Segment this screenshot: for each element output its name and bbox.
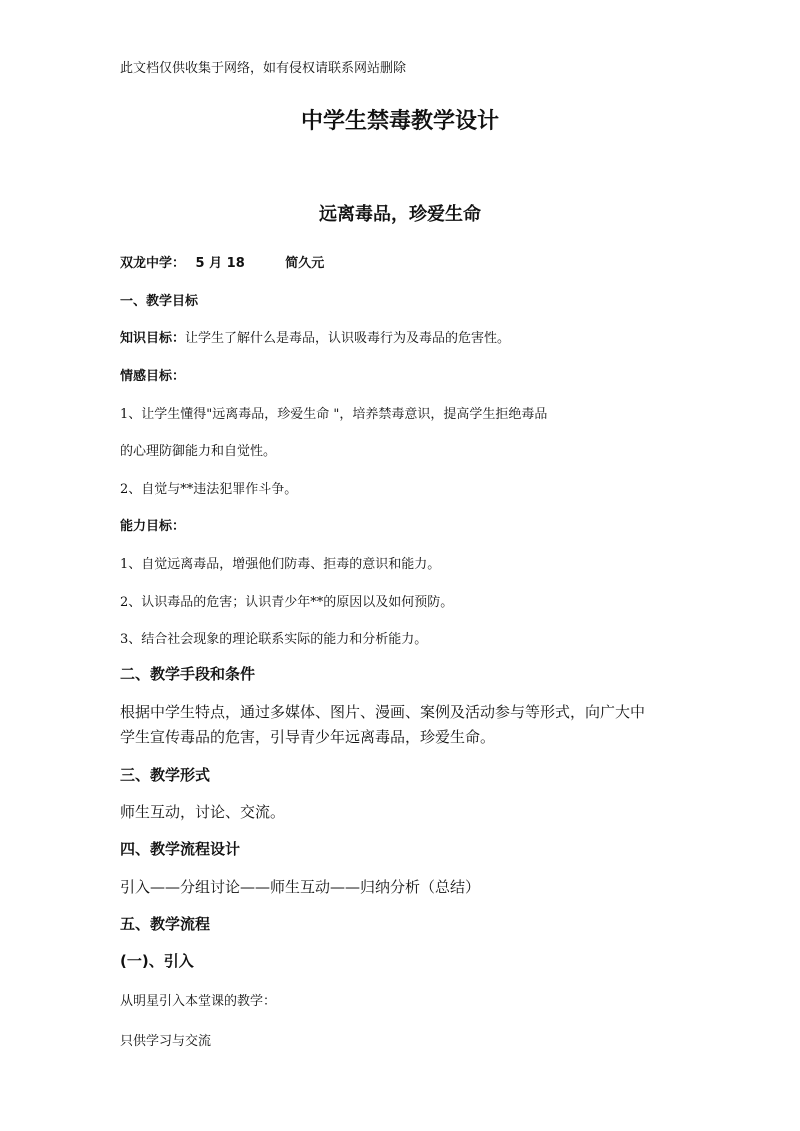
ability-goal-3: 3、结合社会现象的理论联系实际的能力和分析能力。: [120, 632, 428, 647]
section-5-heading: 五、教学流程: [120, 915, 211, 933]
section-2-text-1: 根据中学生特点，通过多媒体、图片、漫画、案例及活动参与等形式，向广大中: [120, 703, 646, 721]
section-2-heading: 二、教学手段和条件: [120, 665, 256, 683]
section-5-text: 从明星引入本堂课的教学：: [120, 994, 277, 1009]
ability-goal-1: 1、自觉远离毒品，增强他们防毒、拒毒的意识和能力。: [120, 557, 441, 572]
document-subtitle: 远离毒品，珍爱生命: [319, 204, 481, 225]
emotion-goal-1a: 1、让学生懂得"远离毒品，珍爱生命 "，培养禁毒意识，提高学生拒绝毒品: [120, 407, 548, 422]
byline: [120, 252, 324, 271]
knowledge-goal: [120, 327, 510, 346]
section-4-heading: 四、教学流程设计: [120, 840, 241, 858]
header-note: 此文档仅供收集于网络，如有侵权请联系网站删除: [120, 61, 407, 76]
emotion-goal-2: 2、自觉与**违法犯罪作斗争。: [120, 482, 298, 497]
section-3-text: 师生互动，讨论、交流。: [120, 803, 286, 821]
emotion-goal-1b: 的心理防御能力和自觉性。: [120, 444, 277, 459]
byline-author: 简久元: [285, 256, 325, 271]
section-4-text: 引入——分组讨论——师生互动——归纳分析（总结）: [120, 878, 481, 896]
byline-school: 双龙中学：: [120, 256, 186, 271]
emotion-goal-label: 情感目标：: [120, 369, 186, 384]
footer-note: 只供学习与交流: [120, 1034, 212, 1049]
ability-goal-2: 2、认识毒品的危害；认识青少年**的原因以及如何预防。: [120, 595, 454, 610]
section-5-subheading: (一)、引入: [120, 952, 194, 970]
ability-goal-label: 能力目标：: [120, 519, 186, 534]
section-1-heading: 一、教学目标: [120, 294, 199, 309]
section-2-text-2: 学生宣传毒品的危害，引导青少年远离毒品，珍爱生命。: [120, 728, 496, 746]
knowledge-goal-text: 让学生了解什么是毒品，认识吸毒行为及毒品的危害性。: [185, 331, 511, 346]
document-title: 中学生禁毒教学设计: [300, 109, 499, 134]
knowledge-goal-label: 知识目标：: [120, 331, 186, 346]
byline-date: 5 月 18: [195, 256, 245, 271]
section-3-heading: 三、教学形式: [120, 766, 211, 784]
